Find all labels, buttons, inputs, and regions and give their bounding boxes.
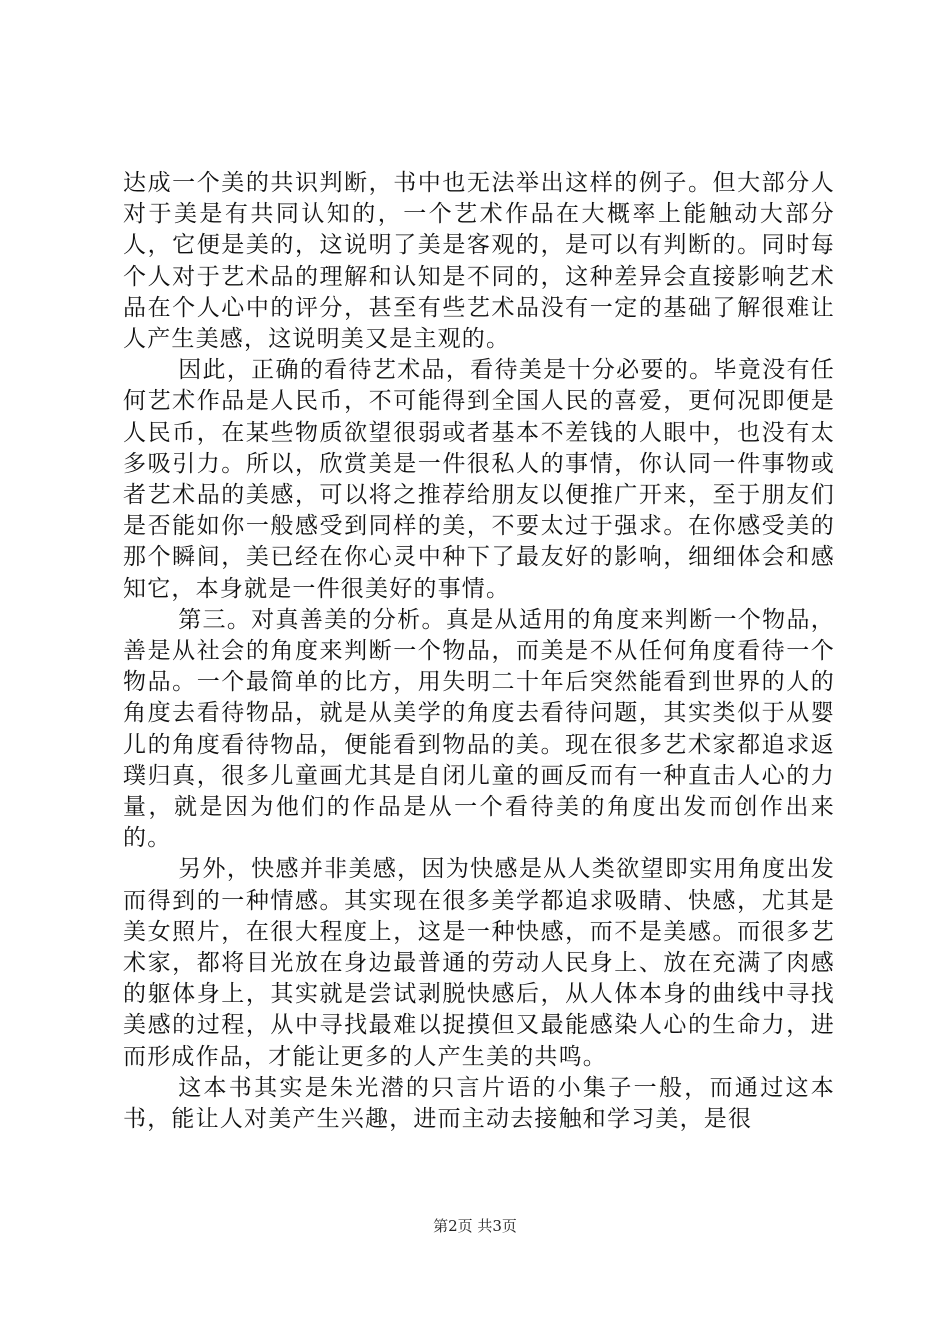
paragraph-continuation: 达成一个美的共识判断，书中也无法举出这样的例子。但大部分人对于美是有共同认知的，一个艺术作品在大概率上能触动大部分人，它便是美的，这说明了美是客观的，是可以有判断的。同时每个人对于艺术品的理解和认知是不同的，这种差异会直接影响艺术品在个人心中的评分，甚至有些艺术品没有一定的基础了解很难让人产生美感，这说明美又是主观的。 (123, 170, 835, 353)
paragraph-viewing-art: 因此，正确的看待艺术品，看待美是十分必要的。毕竟没有任何艺术作品是人民币，不可能得到全国人民的喜爱，更何况即便是人民币，在某些物质欲望很弱或者基本不差钱的人眼中，也没有太多吸引力。所以，欣赏美是一件很私人的事情，你认同一件事物或者艺术品的美感，可以将之推荐给朋友以便推广开来，至于朋友们是否能如你一般感受到同样的美，不要太过于强求。在你感受美的那个瞬间，美已经在你心灵中种下了最友好的影响，细细体会和感知它，本身就是一件很美好的事情。 (123, 357, 835, 602)
page-number-footer: 第2页 共3页 (433, 1217, 517, 1235)
paragraph-pleasure-vs-beauty: 另外，快感并非美感，因为快感是从人类欲望即实用角度出发而得到的一种情感。其实现在很多美学都追求吸睛、快感，尤其是美女照片，在很大程度上，这是一种快感，而不是美感。而很多艺术家，都将目光放在身边最普通的劳动人民身上、放在充满了肉感的躯体身上，其实就是尝试剥脱快感后，从人体本身的曲线中寻找美感的过程，从中寻找最难以捉摸但又最能感染人心的生命力，进而形成作品，才能让更多的人产生美的共鸣。 (123, 856, 835, 1070)
paragraph-book-summary: 这本书其实是朱光潜的只言片语的小集子一般，而通过这本书，能让人对美产生兴趣，进而主动去接触和学习美，是很 (123, 1074, 835, 1133)
document-body (123, 168, 835, 1135)
paragraph-truth-goodness-beauty: 第三。对真善美的分析。真是从适用的角度来判断一个物品，善是从社会的角度来判断一个物品，而美是不从任何角度看待一个物品。一个最简单的比方，用失明二十年后突然能看到世界的人的角度去看待物品，就是从美学的角度去看待问题，其实类似于从婴儿的角度看待物品，便能看到物品的美。现在很多艺术家都追求返璞归真，很多儿童画尤其是自闭儿童的画反而有一种直击人心的力量，就是因为他们的作品是从一个看待美的角度出发而创作出来的。 (123, 606, 835, 852)
